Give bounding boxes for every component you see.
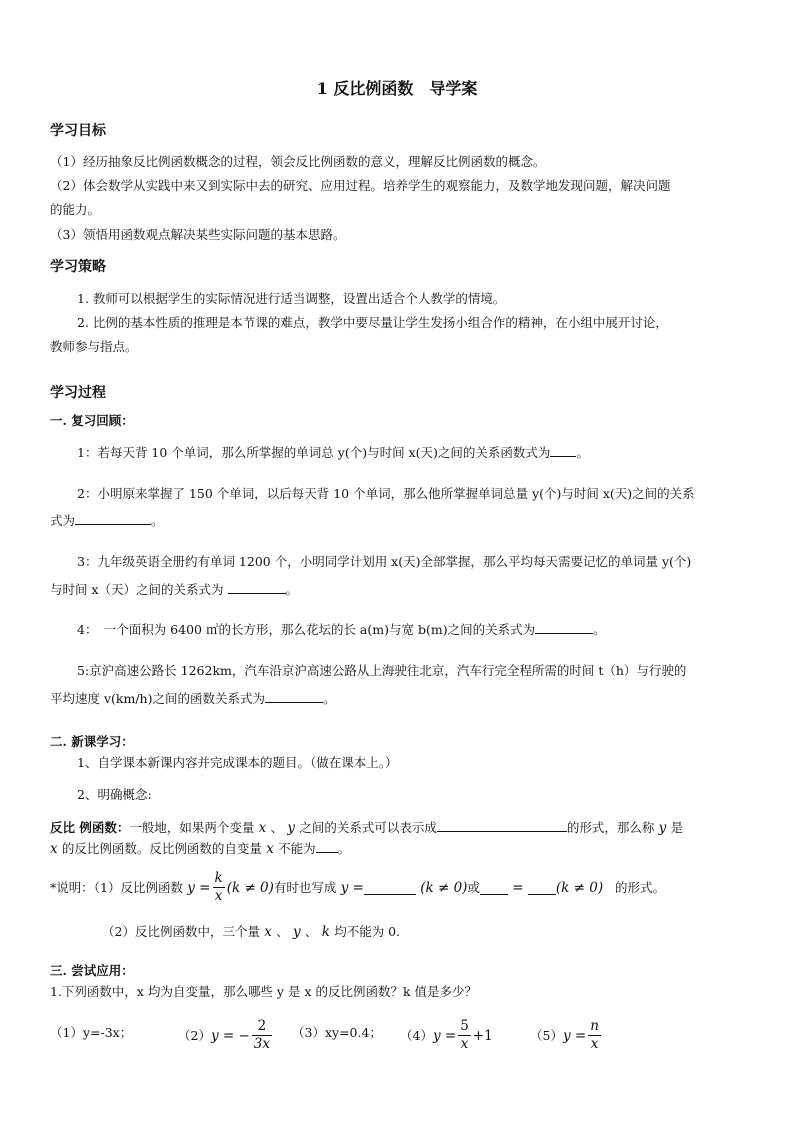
answer-blank[interactable] <box>550 443 576 457</box>
new-lesson-heading: 二. 新课学习： <box>50 734 134 749</box>
review-question-2: 2：小明原来掌握了 150 个单词，以后每天背 10 个单词，那么他所掌握单词总量 y(个)与时间 x(天)之间的关系 <box>77 486 695 501</box>
answer-blank[interactable] <box>528 881 556 895</box>
goal-item-1: （1）经历抽象反比例函数概念的过程，领会反比例函数的意义，理解反比例函数的概念。 <box>50 154 546 169</box>
review-question-1: 1：若每天背 10 个单词，那么所掌握的单词总 y(个)与时间 x(天)之间的关系函数式为 。 <box>77 445 589 460</box>
strategy-item-2-cont: 教师参与指点。 <box>50 339 138 354</box>
review-question-4: 4： 一个面积为 6400 ㎡的长方形，那么花坛的长 a(m)与宽 b(m)之间的关系式为 。 <box>77 622 606 637</box>
application-question: 1.下列函数中，x 均为自变量，那么哪些 y 是 x 的反比例函数？k 值是多少？ <box>50 984 478 999</box>
goal-item-2: （2）体会数学从实践中来又到实际中去的研究、应用过程。培养学生的观察能力，及数学地发现问题，解决问题 <box>50 178 671 193</box>
answer-blank[interactable] <box>364 881 416 895</box>
option-3: （3）xy=0.4； <box>292 1025 382 1040</box>
page-title: 1 反比例函数 导学案 <box>316 79 478 98</box>
application-heading: 三. 尝试应用： <box>50 963 134 978</box>
answer-blank[interactable] <box>437 818 567 832</box>
review-question-5-cont: 平均速度 v(km/h)之间的函数关系式为 。 <box>50 691 336 706</box>
new-lesson-item-1: 1、自学课本新课内容并完成课本的题目。（做在课本上。） <box>77 755 398 770</box>
goal-item-2-cont: 的能力。 <box>50 202 101 217</box>
strategy-item-2: 2. 比例的基本性质的推理是本节课的难点，教学中要尽量让学生发扬小组合作的精神，在小组中展开讨论， <box>77 315 668 330</box>
review-question-5: 5:京沪高速公路长 1262km，汽车沿京沪高速公路从上海驶往北京，汽车行完全程所需的时间 t（h）与行驶的 <box>77 663 687 678</box>
definition-line-cont: x 的反比例函数。反比例函数的自变量 x 不能为 。 <box>50 841 351 857</box>
answer-blank[interactable] <box>228 580 286 594</box>
strategy-item-1: 1. 教师可以根据学生的实际情况进行适当调整，设置出适合个人教学的情境。 <box>77 291 506 306</box>
note-line-2: （2）反比例函数中，三个量 x 、 y 、 k 均不能为 0. <box>102 924 401 940</box>
definition-line: 反比 例函数：一般地，如果两个变量 x 、 y 之间的关系式可以表示成 的形式，那么称 y 是 <box>50 820 684 836</box>
answer-blank[interactable] <box>535 620 593 634</box>
answer-blank[interactable] <box>75 511 151 525</box>
review-question-2-cont: 式为 。 <box>50 513 164 528</box>
option-4: （4） y = $\frac{5}{x}$ +1 <box>400 1018 493 1052</box>
goals-heading: 学习目标 <box>50 123 106 139</box>
answer-blank[interactable] <box>316 839 338 853</box>
goal-item-3: （3）领悟用函数观点解决某些实际问题的基本思路。 <box>50 227 346 242</box>
new-lesson-item-2: 2、明确概念: <box>77 787 152 802</box>
note-line-1: *说明：（1）反比例函数 y = $\frac{k}{x}$ (k ≠ 0) 有时也写成 y = (k ≠ 0) 或 = (k ≠ 0) 的形式。 <box>50 870 666 904</box>
option-5: （5） y = $\frac{n}{x}$ <box>530 1018 599 1052</box>
strategy-heading: 学习策略 <box>50 259 106 275</box>
review-heading: 一. 复习回顾： <box>50 413 134 428</box>
answer-blank[interactable] <box>480 881 508 895</box>
option-2: （2） y = − $\frac{2}{3x}$ <box>178 1018 270 1052</box>
review-question-3-cont: 与时间 x（天）之间的关系式为 。 <box>50 582 299 597</box>
process-heading: 学习过程 <box>50 385 106 401</box>
option-1: （1）y=-3x； <box>50 1025 133 1040</box>
answer-blank[interactable] <box>265 689 323 703</box>
review-question-3: 3：九年级英语全册约有单词 1200 个，小明同学计划用 x(天)全部掌握，那么平均每天需要记忆的单词量 y(个) <box>77 554 692 569</box>
